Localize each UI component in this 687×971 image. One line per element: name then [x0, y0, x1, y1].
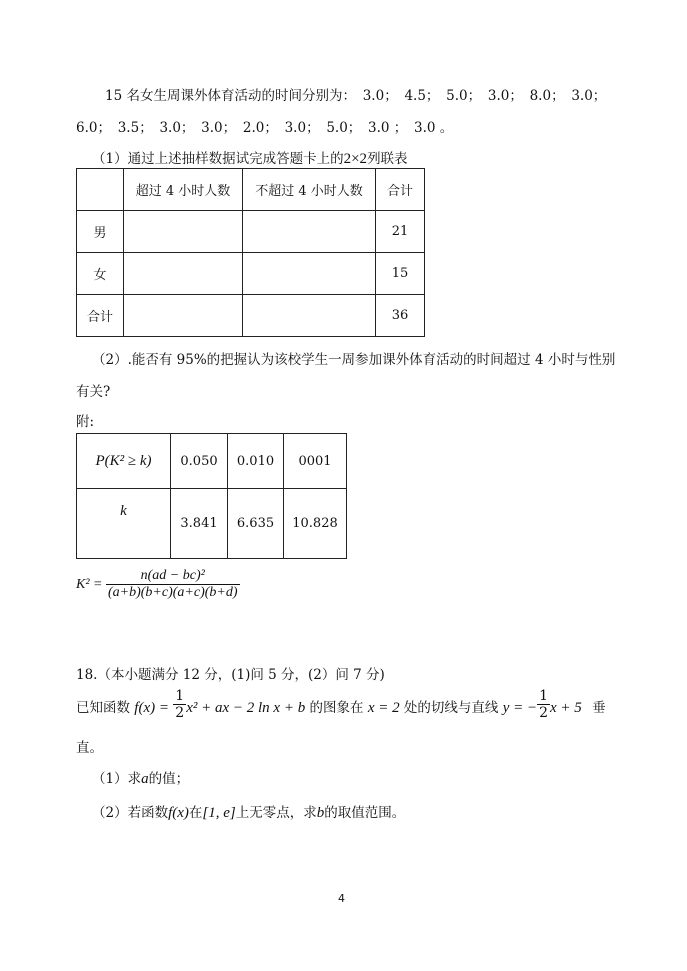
table-header-row: [77, 169, 425, 211]
half-denominator: 2: [175, 705, 185, 722]
problem-18-header: 18.（本小题满分 12 分，(1)问 5 分，(2）问 7 分): [76, 667, 385, 683]
part-1: [92, 767, 189, 788]
probability-value: 0001: [284, 434, 347, 489]
table-header-cell: [77, 169, 124, 211]
probability-value: 0.050: [171, 434, 228, 489]
table-row: [77, 489, 347, 559]
table-header-cell: 不超过 4 小时人数: [243, 169, 376, 211]
question-2-line-1: （2）.能否有 95%的把握认为该校学生一周参加课外体育活动的时间超过 4 小时与性别: [92, 352, 616, 368]
table-header-cell: 超过 4 小时人数: [124, 169, 243, 211]
answer-cell: [124, 253, 243, 295]
answer-cell: [243, 211, 376, 253]
formula-lhs: K² =: [76, 576, 103, 592]
total-cell: 21: [376, 211, 425, 253]
table-row: [77, 434, 347, 489]
contingency-table: [76, 168, 425, 337]
row-label: 女: [77, 253, 124, 295]
answer-cell: [243, 295, 376, 337]
answer-cell: [243, 253, 376, 295]
question-1: [92, 147, 408, 168]
line-tail: x + 5: [550, 700, 582, 717]
statement-text: 的图象在: [309, 700, 364, 717]
function-label: f(x) =: [134, 700, 169, 717]
part-2-text: （2）若函数: [92, 805, 169, 821]
intro-line-1: 15 名女生周课外体育活动的时间分别为： 3.0； 4.5； 5.0； 3.0； 8.0； 3.0；: [105, 88, 607, 104]
critical-value-table: [76, 433, 347, 559]
row-label: 合计: [77, 295, 124, 337]
half-fraction: [173, 688, 186, 721]
formula-fraction: [106, 568, 240, 601]
line-slope-fraction: [537, 688, 550, 721]
slope-numerator: 1: [539, 688, 549, 704]
y-equals: y = −: [502, 700, 538, 717]
table-row: [77, 211, 425, 253]
statement-text: 处的切线与直线: [403, 700, 499, 717]
formula-denominator: (a+b)(b+c)(a+c)(b+d): [107, 585, 238, 601]
part-1-end: 的值；: [148, 771, 190, 787]
part-1-variable: a: [141, 771, 149, 787]
intro-line-2: 6.0； 3.5； 3.0； 3.0； 2.0； 3.0； 5.0； 3.0 ； 3.0 。: [76, 120, 454, 136]
question-1-math: 2×2: [343, 151, 368, 167]
problem-18-statement: [76, 688, 606, 728]
k-label: k: [77, 489, 171, 559]
part-2-text: 上无零点，求: [235, 805, 317, 821]
slope-denominator: 2: [539, 705, 549, 722]
x-equals: x = 2: [367, 700, 400, 717]
question-2-line-2: 有关?: [76, 384, 111, 400]
table-row: [77, 295, 425, 337]
table-header-cell: 合计: [376, 169, 425, 211]
appendix-label: 附:: [76, 414, 95, 430]
question-1-text-b: 列联表: [367, 151, 408, 167]
answer-cell: [124, 295, 243, 337]
answer-cell: [124, 211, 243, 253]
total-cell: 15: [376, 253, 425, 295]
part-2-text: 在: [188, 805, 203, 821]
statement-text: 垂: [592, 700, 606, 717]
part-2-function: f(x): [168, 805, 189, 821]
table-row: [77, 253, 425, 295]
part-1-text: （1）求: [92, 771, 142, 787]
total-cell: 36: [376, 295, 425, 337]
probability-value: 0.010: [228, 434, 284, 489]
probability-label: P(K² ≥ k): [77, 434, 171, 489]
formula-numerator: n(ad − bc)²: [106, 568, 240, 585]
half-numerator: 1: [175, 688, 185, 704]
row-label: 男: [77, 211, 124, 253]
part-2-variable: b: [316, 805, 325, 821]
k-value: 6.635: [228, 489, 284, 559]
part-2-interval: [1, e]: [202, 805, 236, 821]
part-2: [92, 801, 405, 822]
statement-end: 直。: [76, 740, 103, 756]
part-2-end: 的取值范围。: [324, 805, 406, 821]
k-squared-formula: [76, 568, 240, 601]
k-value: 3.841: [171, 489, 228, 559]
question-1-text-a: （1）通过上述抽样数据试完成答题卡上的: [92, 151, 344, 167]
k-value: 10.828: [284, 489, 347, 559]
statement-text: 已知函数: [76, 700, 130, 717]
function-expression: x² + ax − 2 ln x + b: [186, 700, 306, 717]
page-number: 4: [338, 892, 345, 905]
